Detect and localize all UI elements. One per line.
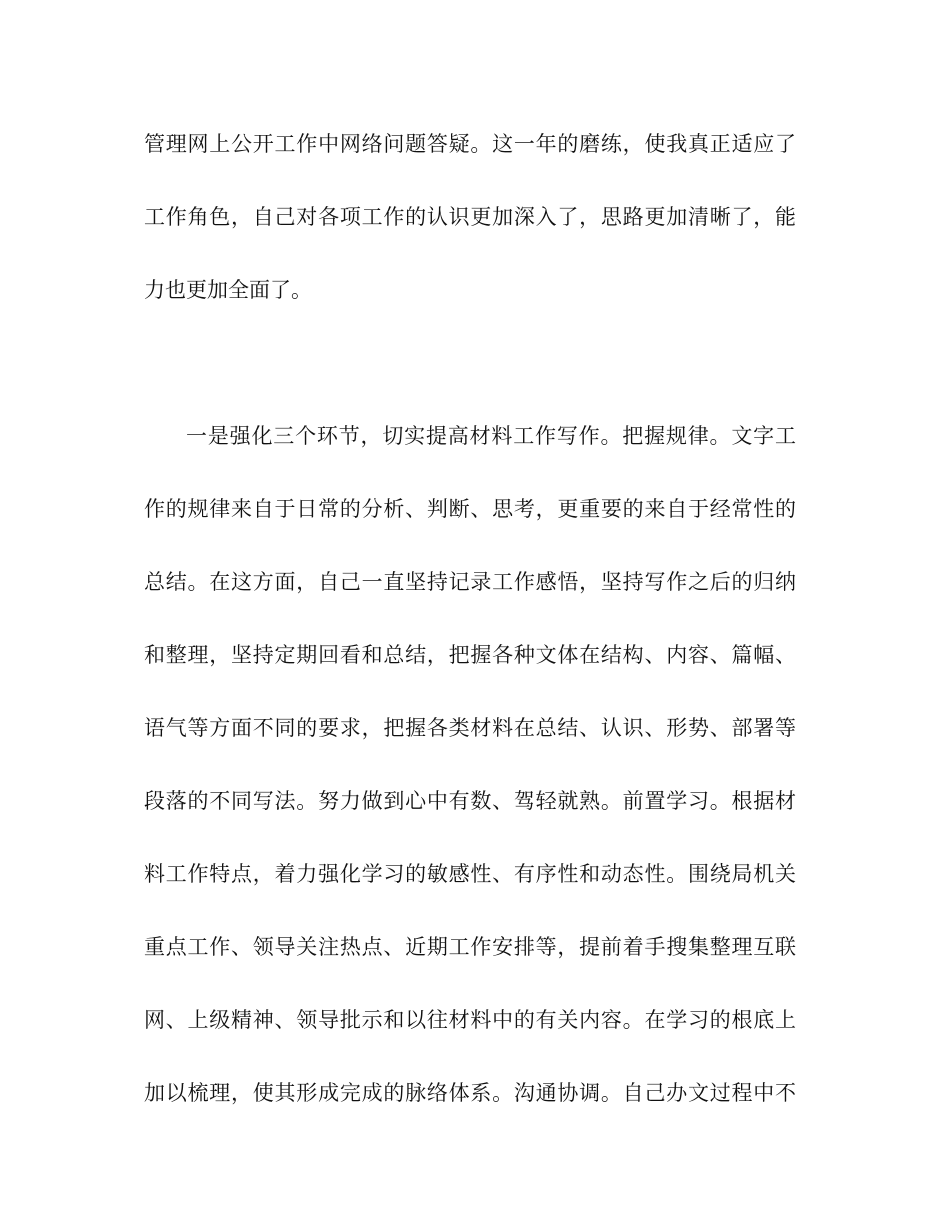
paragraph-2-line-6: 段落的不同写法。努力做到心中有数、驾轻就熟。前置学习。根据材: [144, 789, 796, 813]
paragraph-2-line-5: 语气等方面不同的要求，把握各类材料在总结、认识、形势、部署等: [144, 716, 796, 740]
paragraph-2-line-4: 和整理，坚持定期回看和总结，把握各种文体在结构、内容、篇幅、: [144, 643, 796, 667]
paragraph-2-line-7: 料工作特点，着力强化学习的敏感性、有序性和动态性。围绕局机关: [144, 862, 796, 886]
paragraph-2-line-3: 总结。在这方面，自己一直坚持记录工作感悟，坚持写作之后的归纳: [144, 570, 796, 594]
paragraph-1-line-3: 力也更加全面了。: [144, 278, 312, 302]
paragraph-2-line-1: 一是强化三个环节，切实提高材料工作写作。把握规律。文字工: [186, 424, 796, 448]
paragraph-2-line-10: 加以梳理，使其形成完成的脉络体系。沟通协调。自己办文过程中不: [144, 1081, 796, 1105]
paragraph-2-line-2: 作的规律来自于日常的分析、判断、思考，更重要的来自于经常性的: [144, 497, 796, 521]
paragraph-1-line-1: 管理网上公开工作中网络问题答疑。这一年的磨练，使我真正适应了: [144, 132, 796, 156]
paragraph-1-line-2: 工作角色，自己对各项工作的认识更加深入了，思路更加清晰了，能: [144, 205, 796, 229]
paragraph-2-line-9: 网、上级精神、领导批示和以往材料中的有关内容。在学习的根底上: [144, 1008, 796, 1032]
paragraph-2-line-8: 重点工作、领导关注热点、近期工作安排等，提前着手搜集整理互联: [144, 935, 796, 959]
